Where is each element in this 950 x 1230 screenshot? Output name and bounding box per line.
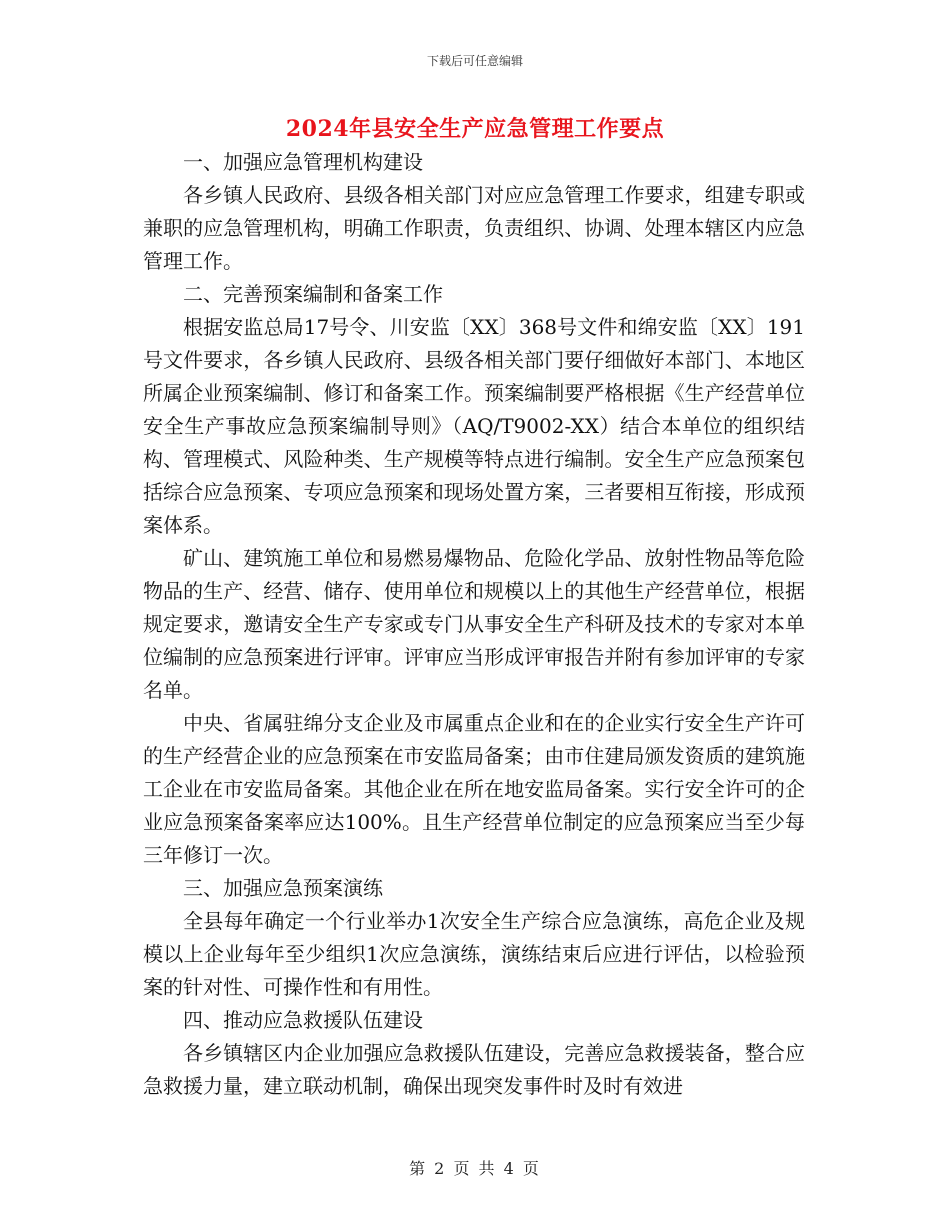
page-number: 第 2 页 共 4 页 (409, 1159, 541, 1178)
paragraph-6: 各乡镇辖区内企业加强应急救援队伍建设，完善应急救援装备，整合应急救援力量，建立联动机制，确保出现突发事件时及时有效进 (143, 1041, 805, 1098)
section-heading-3: 三、加强应急预案演练 (183, 876, 383, 900)
document-body (143, 146, 805, 1103)
paragraph-2: 根据安监总局17号令、川安监〔XX〕368号文件和绵安监〔XX〕191号文件要求，各乡镇人民政府、县级各相关部门要仔细做好本部门、本地区所属企业预案编制、修订和备案工作。预案编制要严格根据《生产经营单位安全生产事故应急预案编制导则》（AQ/T9002-XX）结合本单位的组织结构、管理模式、风险种类、生产规模等特点进行编制。安全生产应急预案包括综合应急预案、专项应急预案和现场处置方案，三者要相互衔接，形成预案体系。 (143, 315, 805, 537)
document-title: 2024年县安全生产应急管理工作要点 (285, 116, 665, 142)
header-note: 下载后可任意编辑 (426, 54, 523, 68)
paragraph-3: 矿山、建筑施工单位和易燃易爆物品、危险化学品、放射性物品等危险物品的生产、经营、储存、使用单位和规模以上的其他生产经营单位，根据规定要求，邀请安全生产专家或专门从事安全生产科研及技术的专家对本单位编制的应急预案进行评审。评审应当形成评审报告并附有参加评审的专家名单。 (143, 546, 805, 702)
paragraph-1: 各乡镇人民政府、县级各相关部门对应应急管理工作要求，组建专职或兼职的应急管理机构，明确工作职责，负责组织、协调、处理本辖区内应急管理工作。 (143, 183, 805, 273)
section-heading-1: 一、加强应急管理机构建设 (183, 150, 423, 174)
paragraph-4: 中央、省属驻绵分支企业及市属重点企业和在的企业实行安全生产许可的生产经营企业的应急预案在市安监局备案；由市住建局颁发资质的建筑施工企业在市安监局备案。其他企业在所在地安监局备案。实行安全许可的企业应急预案备案率应达100%。且生产经营单位制定的应急预案应当至少每三年修订一次。 (143, 711, 805, 867)
section-heading-4: 四、推动应急救援队伍建设 (183, 1008, 423, 1032)
section-heading-2: 二、完善预案编制和备案工作 (183, 282, 443, 306)
paragraph-5: 全县每年确定一个行业举办1次安全生产综合应急演练，高危企业及规模以上企业每年至少组织1次应急演练，演练结束后应进行评估，以检验预案的针对性、可操作性和有用性。 (143, 909, 805, 999)
